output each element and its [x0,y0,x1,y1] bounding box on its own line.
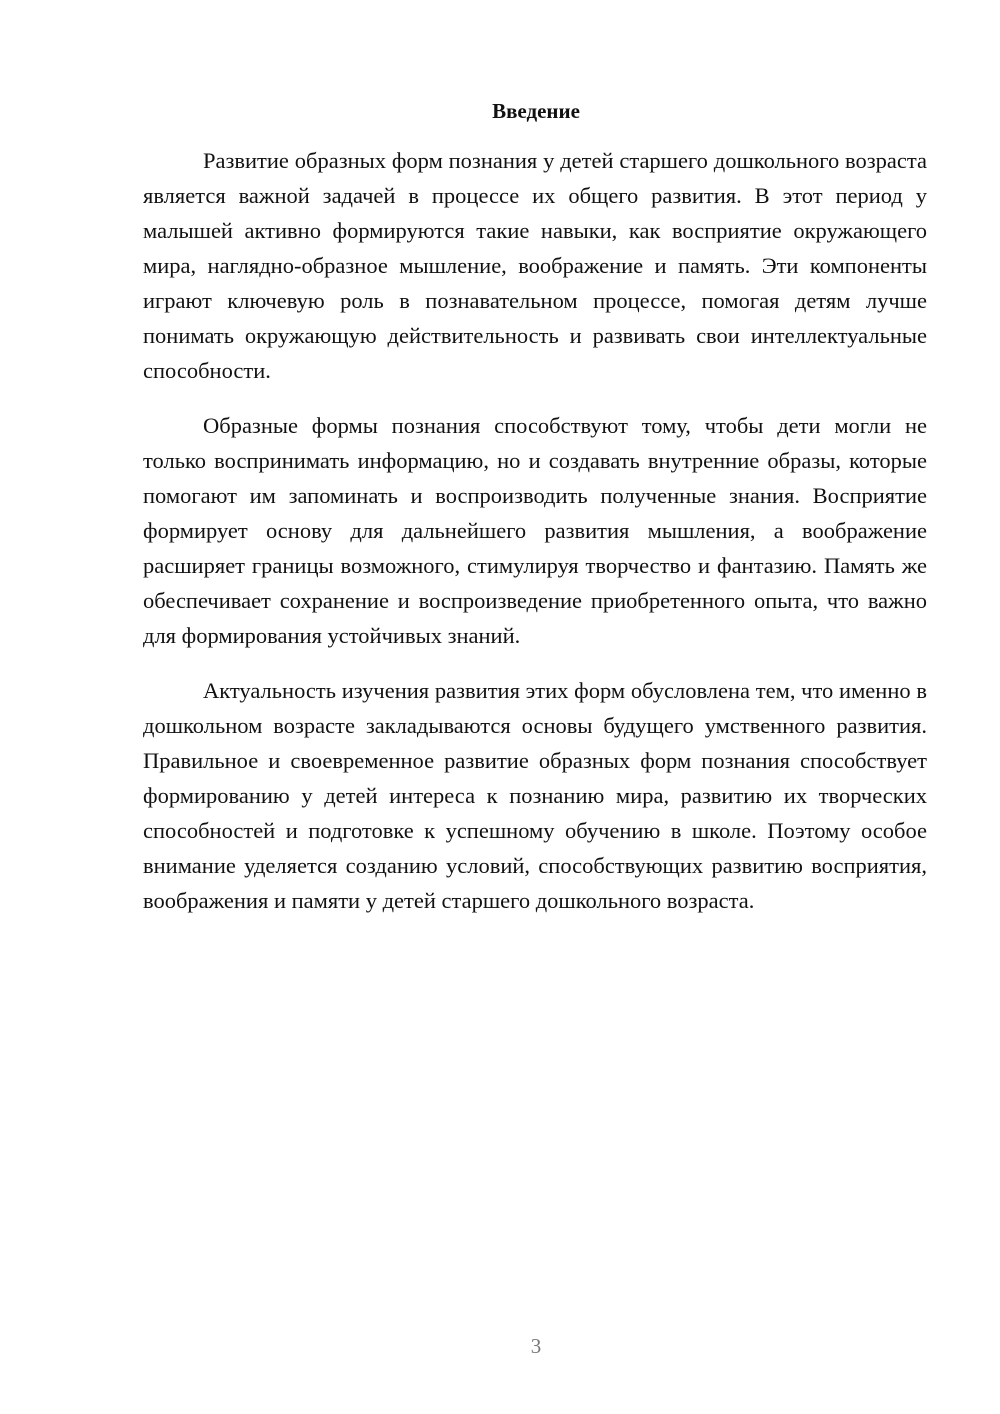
document-body [143,143,927,938]
section-heading: Введение [492,99,580,123]
paragraph-1: Развитие образных форм познания у детей старшего дошкольного возраста является важной задачей в процессе их общего развития. В этот период у малышей активно формируются такие навыки, как восприятие окружающего мира, наглядно-образное мышление, воображение и память. Эти компоненты играют ключевую роль в познавательном процессе, помогая детям лучше понимать окружающую действительность и развивать свои интеллектуальные способности. [143,148,927,383]
page-number: 3 [530,1334,542,1358]
paragraph-3: Актуальность изучения развития этих форм обусловлена тем, что именно в дошкольном возрасте закладываются основы будущего умственного развития. Правильное и своевременное развитие образных форм познания способствует формированию у детей интереса к познанию мира, развитию их творческих способностей и подготовке к успешному обучению в школе. Поэтому особое внимание уделяется созданию условий, способствующих развитию восприятия, воображения и памяти у детей старшего дошкольного возраста. [143,678,927,913]
paragraph-2: Образные формы познания способствуют тому, чтобы дети могли не только воспринимать информацию, но и создавать внутренние образы, которые помогают им запоминать и воспроизводить полученные знания. Восприятие формирует основу для дальнейшего развития мышления, а воображение расширяет границы возможного, стимулируя творчество и фантазию. Память же обеспечивает сохранение и воспроизведение приобретенного опыта, что важно для формирования устойчивых знаний. [143,413,927,648]
